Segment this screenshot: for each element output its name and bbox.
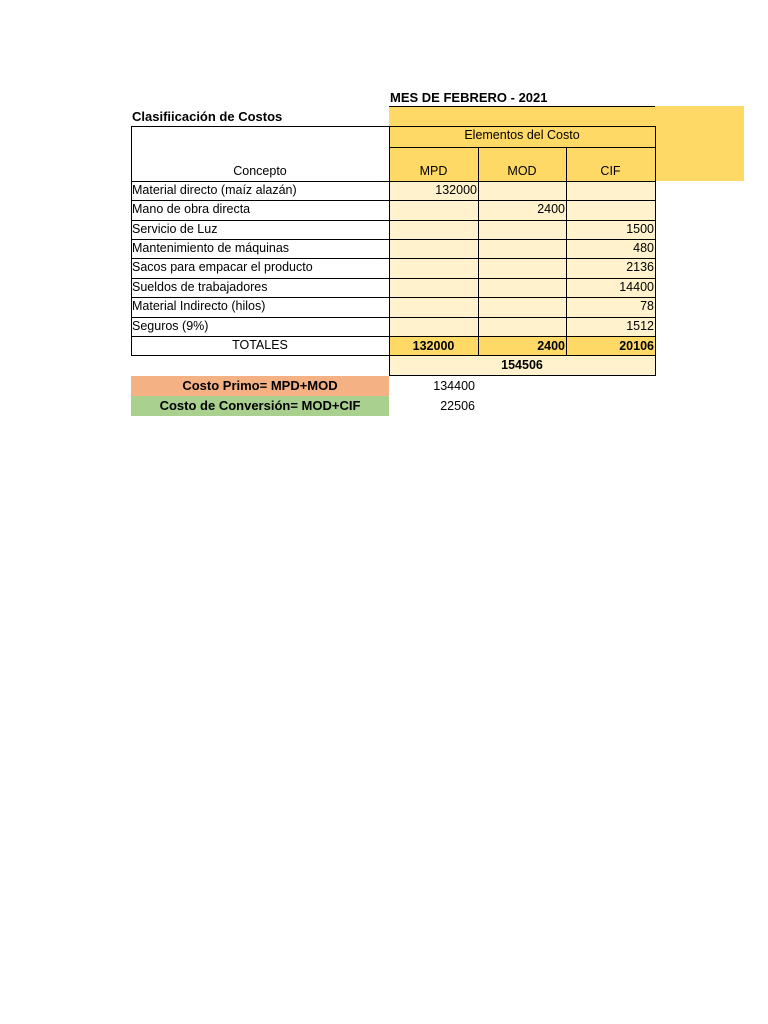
- concept-header: Concepto: [233, 164, 287, 178]
- grid-line: [131, 126, 132, 356]
- row-mod-value: 2400: [537, 202, 565, 216]
- sheet-title: Clasifiicación de Costos: [132, 109, 283, 124]
- grid-line: [131, 239, 655, 240]
- row-concept: Sueldos de trabajadores: [132, 280, 268, 294]
- grid-line: [131, 220, 655, 221]
- row-cif-value: 2136: [626, 260, 654, 274]
- grid-line: [131, 336, 655, 337]
- prime-cost-value: 134400: [433, 379, 475, 393]
- row-concept: Servicio de Luz: [132, 222, 218, 236]
- row-concept: Seguros (9%): [132, 319, 209, 333]
- column-header-mpd: MPD: [419, 164, 448, 178]
- grid-line: [131, 126, 655, 127]
- row-cif-value: 1500: [626, 222, 654, 236]
- header-fill-bar: [389, 106, 744, 126]
- total-cif: 20106: [619, 339, 654, 353]
- column-header-cif: CIF: [600, 164, 621, 178]
- grid-line: [389, 147, 655, 148]
- row-concept: Sacos para empacar el producto: [132, 260, 313, 274]
- month-title: MES DE FEBRERO - 2021: [390, 90, 548, 105]
- grid-line: [131, 278, 655, 279]
- total-mod: 2400: [537, 339, 565, 353]
- totals-label: TOTALES: [232, 338, 288, 352]
- grid-line: [478, 147, 479, 356]
- conversion-cost-label: Costo de Conversión= MOD+CIF: [159, 398, 361, 413]
- row-concept: Mano de obra directa: [132, 202, 251, 216]
- column-header-mod: MOD: [507, 164, 537, 178]
- row-cif-value: 1512: [626, 319, 654, 333]
- grid-line: [389, 106, 655, 107]
- row-cif-value: 14400: [619, 280, 654, 294]
- grid-line: [389, 126, 390, 376]
- grid-line: [131, 200, 655, 201]
- row-concept: Material Indirecto (hilos): [132, 299, 266, 313]
- row-cif-value: 480: [633, 241, 654, 255]
- prime-cost-label: Costo Primo= MPD+MOD: [182, 378, 338, 393]
- row-cif-value: 78: [640, 299, 654, 313]
- row-concept: Mantenimiento de máquinas: [132, 241, 290, 255]
- grid-line: [131, 297, 655, 298]
- grid-line: [655, 126, 656, 376]
- row-mpd-value: 132000: [435, 183, 477, 197]
- group-header: Elementos del Costo: [464, 128, 580, 142]
- grid-line: [131, 258, 655, 259]
- grid-line: [389, 375, 655, 376]
- conversion-cost-value: 22506: [440, 399, 475, 413]
- grid-line: [131, 181, 655, 182]
- row-concept: Material directo (maíz alazán): [132, 183, 297, 197]
- grid-line: [566, 147, 567, 356]
- grand-total: 154506: [501, 358, 543, 372]
- total-mpd: 132000: [412, 339, 455, 353]
- header-fill-side: [655, 126, 744, 181]
- grid-line: [131, 317, 655, 318]
- grid-line: [131, 355, 655, 356]
